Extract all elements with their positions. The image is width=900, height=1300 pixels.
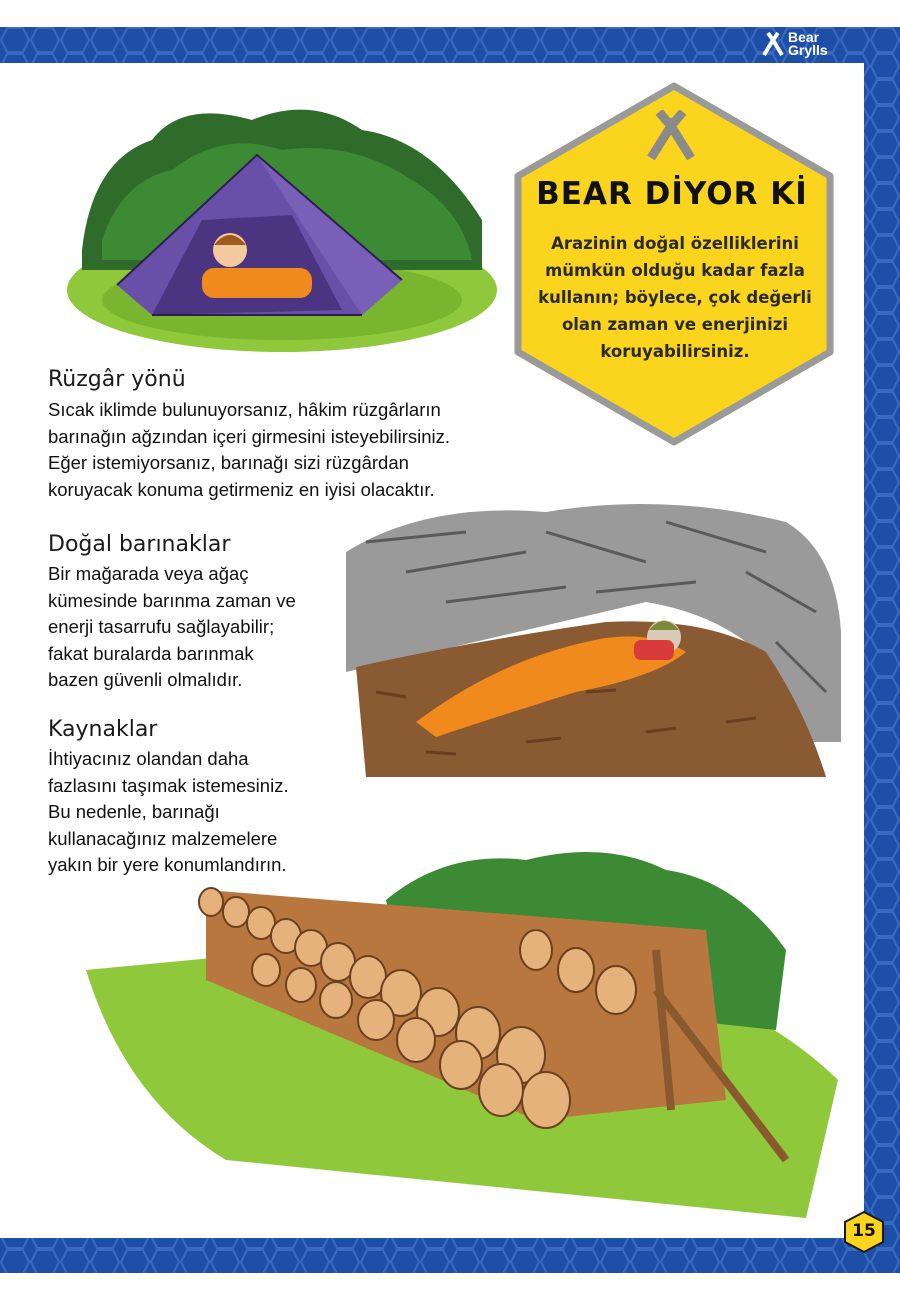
section-heading-wind: Rüzgâr yönü bbox=[48, 367, 186, 392]
page-number: 15 bbox=[852, 1221, 876, 1241]
bear-grylls-logo-icon bbox=[762, 32, 784, 56]
callout-title: BEAR DİYOR Kİ bbox=[536, 176, 808, 212]
section-text-natural-shelters: Bir mağarada veya ağaç kümesinde barınma zaman ve enerji tasarrufu sağlayabilir; fakat buralarda barınmak bazen güvenli olmalıdır. bbox=[48, 563, 296, 690]
compass-x-icon bbox=[645, 110, 697, 160]
section-text-wind: Sıcak iklimde bulunuyorsanız, hâkim rüzgârların barınağın ağzından içeri girmesini isteyebilirsiniz. Eğer istemiyorsanız, barınağı sizi rüzgârdan koruyacak konuma getirmeniz en iyisi olacaktır. bbox=[48, 399, 451, 500]
callout-text: Arazinin doğal özelliklerini mümkün olduğu kadar fazla kullanın; böylece, çok değerli olan zaman ve enerjinizi koruyabilirsiniz. bbox=[538, 234, 812, 361]
bear-grylls-logo bbox=[762, 28, 842, 60]
section-text-resources: İhtiyacınız olandan daha fazlasını taşımak istemesiniz. Bu nedenle, barınağı kullanacağınız malzemelere yakın bir yere konumlandırın. bbox=[48, 748, 289, 875]
section-heading-resources: Kaynaklar bbox=[48, 717, 158, 742]
section-heading-natural-shelters: Doğal barınaklar bbox=[48, 532, 231, 557]
cave-illustration bbox=[346, 492, 846, 782]
log-pile-illustration bbox=[86, 840, 838, 1220]
logo-line2: Grylls bbox=[788, 42, 828, 58]
tent-illustration bbox=[62, 100, 498, 358]
logo-line1: Bear bbox=[788, 29, 820, 45]
